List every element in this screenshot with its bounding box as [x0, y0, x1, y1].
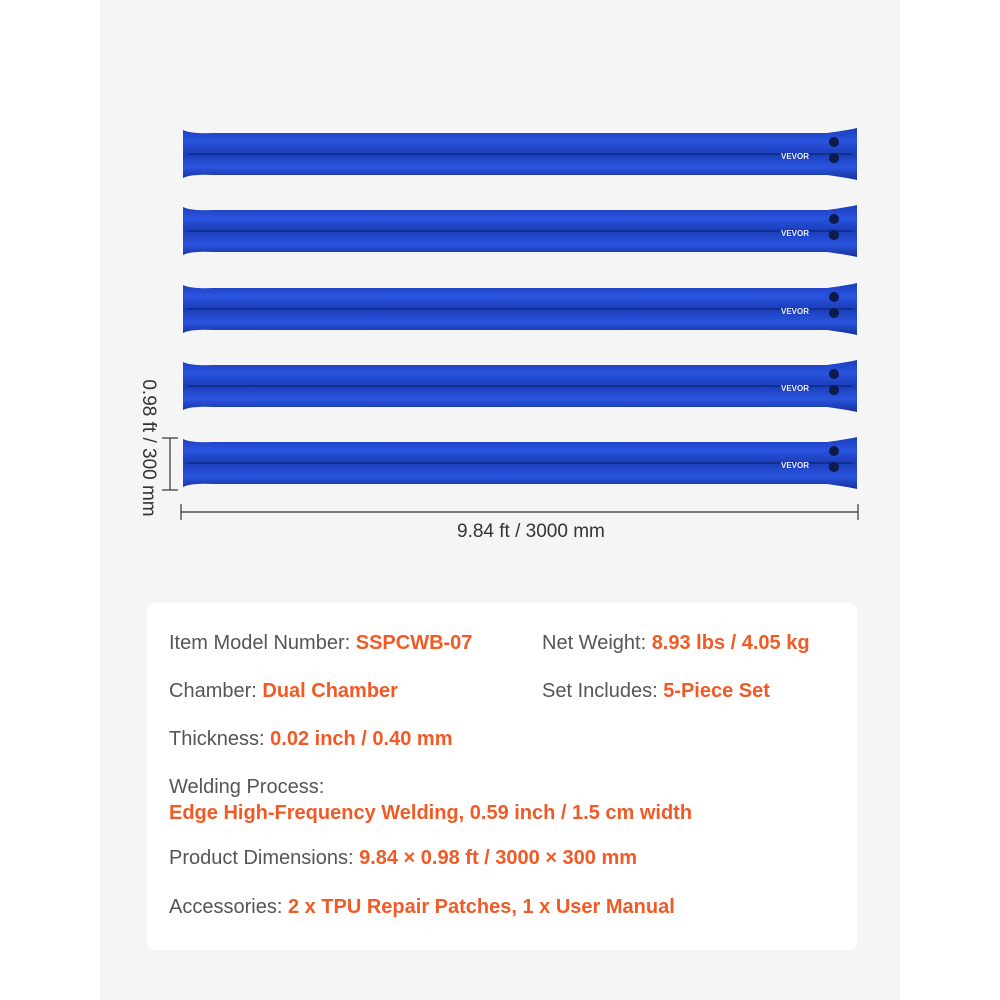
spec-value: 2 x TPU Repair Patches, 1 x User Manual — [287, 896, 675, 918]
spec-label: Product Dimensions: — [169, 847, 360, 869]
valve-icon — [829, 214, 839, 224]
brand-logo: VEVOR — [781, 461, 810, 470]
spec-label: Accessories: — [169, 896, 288, 918]
spec-net-weight — [542, 632, 810, 655]
spec-value: SSPCWB-07 — [355, 632, 473, 654]
valve-icon — [829, 292, 839, 302]
valve-icon — [829, 230, 839, 240]
valve-icon — [829, 446, 839, 456]
water-tube — [183, 205, 857, 257]
spec-thickness — [169, 728, 452, 751]
valve-icon — [829, 385, 839, 395]
spec-value: Dual Chamber — [262, 680, 398, 702]
valve-icon — [829, 137, 839, 147]
width-dimension-label: 9.84 ft / 3000 mm — [457, 521, 605, 542]
spec-value: 0.02 inch / 0.40 mm — [270, 728, 453, 750]
spec-accessories — [169, 896, 675, 919]
brand-logo: VEVOR — [781, 384, 810, 393]
water-tube — [183, 360, 857, 412]
spec-product-dimensions — [169, 847, 637, 870]
valve-icon — [829, 462, 839, 472]
brand-logo: VEVOR — [781, 229, 810, 238]
spec-value: 9.84 × 0.98 ft / 3000 × 300 mm — [359, 847, 638, 869]
water-tube — [183, 437, 857, 489]
spec-set-includes — [542, 680, 770, 703]
spec-card — [147, 603, 857, 950]
spec-label: Item Model Number: — [169, 632, 356, 654]
spec-label: Net Weight: — [542, 632, 652, 654]
brand-logo: VEVOR — [781, 152, 810, 161]
valve-icon — [829, 308, 839, 318]
spec-label: Thickness: — [169, 728, 271, 750]
width-dimension-line — [181, 504, 858, 520]
spec-label: Welding Process: — [169, 776, 325, 798]
valve-icon — [829, 369, 839, 379]
height-dimension-label: 0.98 ft / 300 mm — [138, 379, 159, 517]
water-tube — [183, 128, 857, 180]
water-tube — [183, 283, 857, 335]
valve-icon — [829, 153, 839, 163]
spec-item-model — [169, 632, 472, 655]
spec-value: 5-Piece Set — [663, 680, 770, 702]
spec-label: Chamber: — [169, 680, 263, 702]
height-dimension-line — [162, 438, 178, 490]
spec-value: 8.93 lbs / 4.05 kg — [651, 632, 810, 654]
spec-welding — [169, 776, 692, 825]
spec-chamber — [169, 680, 398, 703]
brand-logo: VEVOR — [781, 307, 810, 316]
spec-label: Set Includes: — [542, 680, 664, 702]
spec-value: Edge High-Frequency Welding, 0.59 inch / 1.5 cm width — [169, 802, 693, 824]
